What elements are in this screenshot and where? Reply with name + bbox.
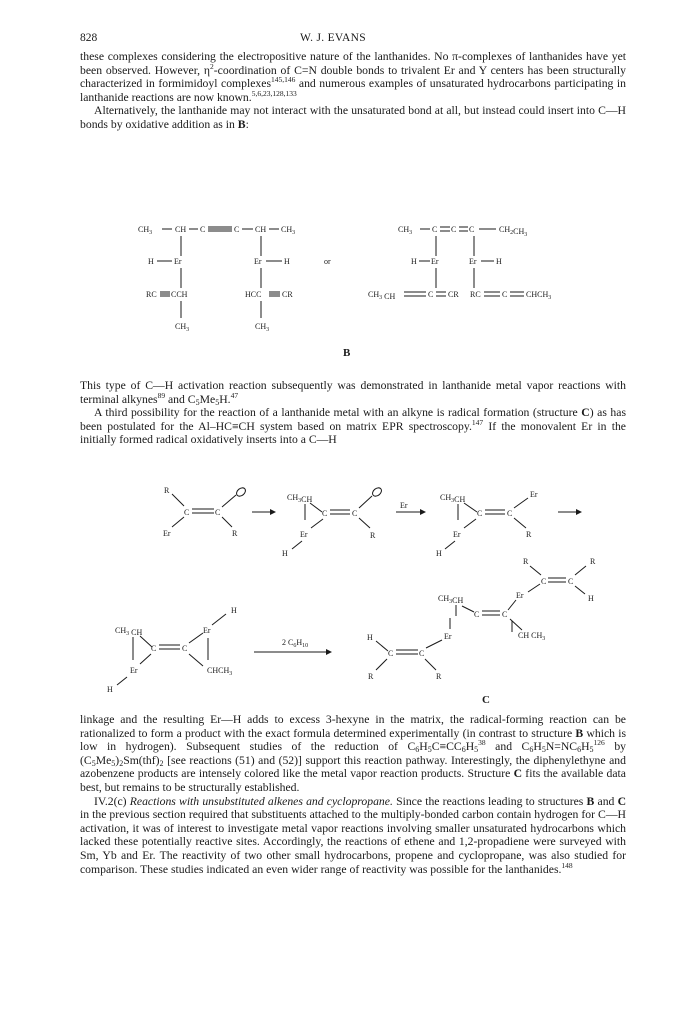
ref-structure-b: B	[586, 794, 595, 808]
svg-text:RC: RC	[470, 290, 481, 299]
svg-text:Er: Er	[254, 257, 262, 266]
citation: 47	[230, 390, 239, 400]
svg-text:CH CH3: CH $CH_3$	[518, 631, 546, 642]
page-number: 828	[80, 32, 98, 44]
t: H	[533, 740, 542, 754]
svg-text:H: H	[282, 549, 288, 558]
svg-text:C: C	[541, 577, 547, 586]
t: in the previous section required that substituents attached to the multiply-bonded carbon contain hydrogen for C—H activation, it was of interest to investigate metal vapor reactions involving smaller unsaturated hydrocarbons which lacked these potentially reactive sites. Accordingly, the reactions of ethene and 1,2-propadiene were surveyed with Sm, Yb and Er. The reactivity of two other small hydrocarbons, propene and cyclopropane, was also studied for comparison. These studies indicated an even wider range of reactivity was possible for the lanthanides.	[80, 808, 626, 876]
sub: 5	[541, 745, 546, 755]
p3-sub: 5	[195, 397, 200, 407]
p3-b: and C	[165, 392, 196, 406]
svg-text:C: C	[151, 644, 157, 653]
p1-b: -coordination of C=N double bonds to trivalent Er and Y centers has been structurally characterized in formimidoyl complexes	[80, 63, 627, 91]
citation: 147	[471, 417, 484, 427]
svg-text:H: H	[588, 594, 594, 603]
b-left-top-ch3: $CH_3$	[138, 225, 153, 236]
section-number: IV.2(c)	[94, 794, 130, 808]
sub: 5	[91, 758, 96, 768]
svg-text:C: C	[200, 225, 206, 234]
svg-text:C: C	[507, 509, 513, 518]
svg-text:C: C	[215, 508, 221, 517]
svg-text:CH3: $CH_3$	[175, 322, 190, 333]
svg-text:C: C	[432, 225, 438, 234]
t: Me	[95, 753, 112, 767]
sub: 5	[111, 758, 116, 768]
svg-text:CH3: $CH_3$	[398, 225, 413, 236]
p5-a: linkage and the resulting Er—H adds to excess 3-hexyne in the matrix, the radical-forming reaction can be rationalized to form a product with the exact formula determined experimentally (in contrast to structure	[80, 713, 626, 740]
svg-text:CH2CH3: $CH_2CH_3$	[499, 225, 528, 238]
citation: 38	[478, 738, 486, 748]
svg-text:C: C	[502, 610, 508, 619]
p3-a: This type of C—H activation reaction subsequently was demonstrated in lanthanide metal vapor reactions with terminal alkynes	[80, 379, 626, 406]
svg-text:C: C	[428, 290, 434, 299]
t: H	[465, 740, 475, 754]
svg-text:R: R	[370, 531, 376, 540]
svg-text:RC: RC	[146, 290, 157, 299]
svg-text:CH3 CH: $CH_3$ CH	[115, 626, 143, 637]
reagent-label: 2 $C_6H_{10}$	[282, 638, 309, 649]
svg-text:CCH: CCH	[171, 290, 188, 299]
running-head: W. J. EVANS	[300, 32, 366, 44]
paragraph-5	[80, 713, 626, 876]
svg-text:Er: Er	[431, 257, 439, 266]
p1-c: and numerous examples of unsaturated hydrocarbons participating in lanthanide reactions are now known.	[80, 77, 627, 104]
p4-c: ) as has been postulated for the Al–HC≡CH system based on matrix EPR spectroscopy.	[80, 406, 626, 433]
svg-text:C: C	[352, 509, 358, 518]
ref-structure-c: C	[617, 794, 627, 808]
svg-text:H: H	[411, 257, 417, 266]
svg-text:H: H	[284, 257, 290, 266]
svg-text:Er: Er	[203, 626, 211, 635]
t: and	[594, 794, 618, 808]
t: Since the reactions leading to structures	[392, 794, 587, 808]
svg-text:C: C	[502, 290, 508, 299]
svg-text:C: C	[388, 649, 394, 658]
svg-text:C: C	[182, 644, 188, 653]
section-title: Reactions with unsubstituted alkenes and cyclopropane.	[129, 794, 393, 808]
svg-text:H: H	[107, 685, 113, 694]
svg-text:R: R	[523, 557, 529, 566]
t: by (C	[80, 740, 626, 767]
citation: 89	[157, 390, 166, 400]
svg-text:Er: Er	[444, 632, 452, 641]
svg-text:H: H	[148, 257, 154, 266]
svg-text:HCC: HCC	[245, 290, 262, 299]
svg-text:Er: Er	[130, 666, 138, 675]
svg-text:R: R	[368, 672, 374, 681]
t: N=NC	[545, 740, 578, 754]
svg-text:Er: Er	[530, 490, 538, 499]
svg-text:Er: Er	[516, 591, 524, 600]
svg-text:CH3CH: $CH_3CH$	[287, 493, 313, 504]
svg-text:R: R	[526, 530, 532, 539]
svg-text:CH3 CH: $CH_3$ CH	[368, 290, 396, 301]
p4-d: If the monovalent Er in the initially formed radical oxidatively inserts into a C—H	[80, 419, 626, 447]
svg-text:Er: Er	[163, 529, 171, 538]
citation: 145,146	[271, 75, 296, 85]
ref-structure-b: B	[575, 726, 584, 740]
p5-c: which is low in hydrogen). Subsequent studies of the reduction of C	[80, 726, 627, 754]
sub: 5	[589, 745, 594, 755]
p1-a-sup: 2	[210, 61, 214, 71]
svg-text:H: H	[367, 633, 373, 642]
p1-a: these complexes considering the electropositive nature of the lanthanides. No π-complexes of lanthanides have yet been observed. However, η	[80, 50, 626, 77]
ref-structure-c: C	[513, 767, 523, 781]
t: H	[581, 740, 590, 754]
p2-c: :	[245, 117, 249, 131]
ref-structure-b: B	[237, 117, 246, 131]
citation: 148	[561, 860, 573, 870]
svg-text:H: H	[436, 549, 442, 558]
t: C≡CC	[431, 740, 462, 754]
svg-text:C: C	[474, 610, 480, 619]
svg-text:R: R	[232, 529, 238, 538]
sub: 2	[119, 758, 124, 768]
p4-a: A third possibility for the reaction of a lanthanide metal with an alkyne is radical formation (structure	[94, 406, 582, 420]
svg-text:CH: CH	[255, 225, 267, 234]
citation: 5,6,23,128,133	[251, 88, 297, 98]
svg-text:R: R	[164, 486, 170, 495]
svg-text:C: C	[184, 508, 190, 517]
t: H	[419, 740, 428, 754]
svg-text:C: C	[477, 509, 483, 518]
svg-text:C: C	[568, 577, 574, 586]
svg-text:CR: CR	[448, 290, 459, 299]
svg-text:CH3: $CH_3$	[255, 322, 270, 333]
svg-text:R: R	[436, 672, 442, 681]
or-text: or	[324, 257, 331, 266]
svg-text:CH3: $CH_3$	[281, 225, 296, 236]
sub: 5	[427, 745, 432, 755]
svg-text:Er: Er	[300, 530, 308, 539]
t: Sm(thf)	[123, 753, 160, 767]
p3-b3: H.	[219, 392, 231, 406]
sub: 6	[461, 745, 466, 755]
t: fits the available data best, but remains to be structurally established.	[80, 767, 626, 794]
svg-text:H: H	[496, 257, 502, 266]
svg-text:CH3CH: $CH_3CH$	[438, 594, 464, 605]
svg-text:C: C	[469, 225, 475, 234]
svg-text:CH3CH: $CH_3CH$	[440, 493, 466, 504]
t: )	[115, 753, 120, 767]
t: [see reactions (51) and (52)] support this reaction pathway. Interestingly, the diphenylethyne and azobenzene products are intensely colored like the metal vapor reaction products. Structure	[80, 753, 626, 781]
svg-text:CHCH3: $CHCH_3$	[526, 290, 552, 301]
citation: 126	[593, 738, 605, 748]
structure-b-label: B	[343, 347, 351, 359]
ref-structure-c: C	[581, 406, 590, 420]
svg-text:Er: Er	[174, 257, 182, 266]
sub: 2	[159, 758, 164, 768]
svg-text:CR: CR	[282, 290, 293, 299]
svg-text:C: C	[234, 225, 240, 234]
sub: 6	[529, 745, 534, 755]
t: and C	[485, 740, 530, 754]
p3-b2: Me	[199, 392, 216, 406]
svg-text:H: H	[231, 606, 237, 615]
sub: 5	[474, 745, 479, 755]
svg-text:R: R	[590, 557, 596, 566]
svg-text:C: C	[419, 649, 425, 658]
p2-a: Alternatively, the lanthanide may not interact with the unsaturated bond at all, but instead could insert into C—H bonds by oxidative addition as in	[80, 104, 626, 131]
svg-text:C: C	[322, 509, 328, 518]
svg-text:Er: Er	[400, 501, 408, 510]
p3-sub: 5	[215, 397, 220, 407]
svg-text:CHCH3: $CHCH_3$	[207, 666, 233, 677]
sub: 6	[577, 745, 582, 755]
svg-text:C: C	[451, 225, 457, 234]
svg-text:Er: Er	[469, 257, 477, 266]
svg-text:Er: Er	[453, 530, 461, 539]
sub: 6	[415, 745, 420, 755]
svg-text:CH: CH	[175, 225, 187, 234]
structure-c-label: C	[482, 694, 490, 706]
